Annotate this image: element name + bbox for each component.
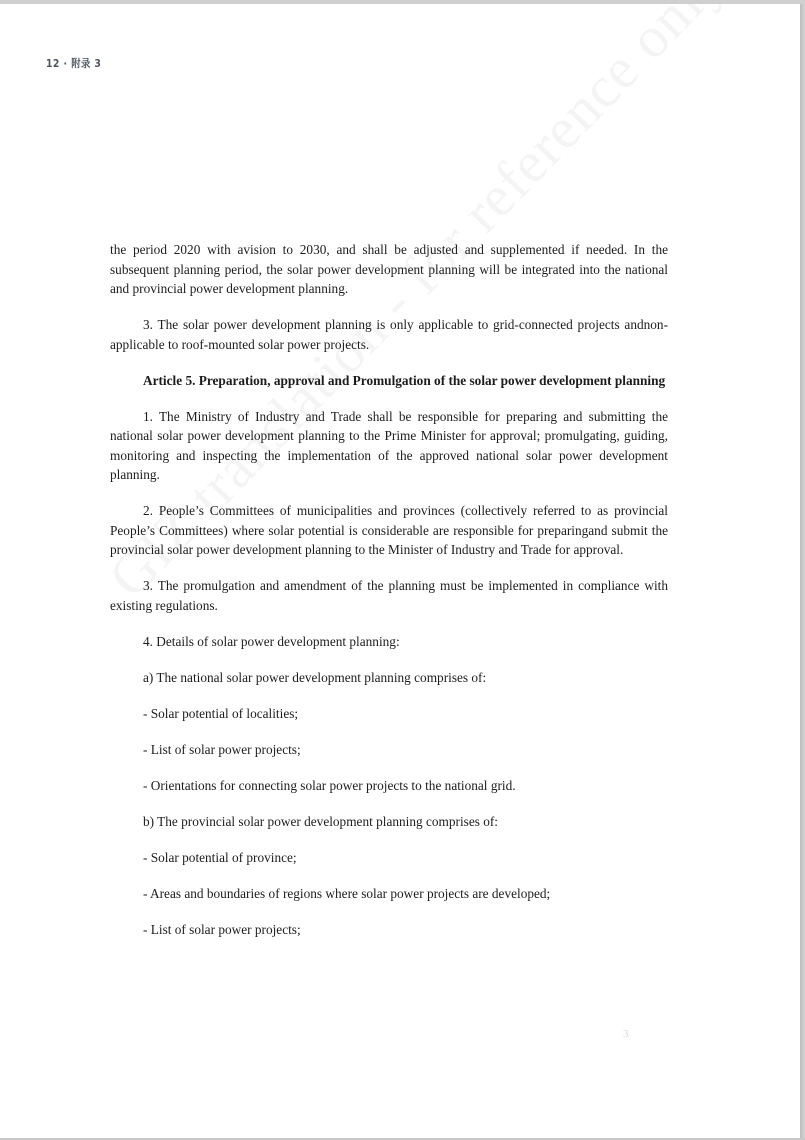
body-text xyxy=(110,240,668,956)
page-number: 3 xyxy=(623,1028,629,1040)
list-item: - Orientations for connecting solar power projects to the national grid. xyxy=(143,777,516,793)
article-clause-2: 2. People’s Committees of municipalities and provinces (collectively referred to as provincial People’s Committees) where solar potential is considerable are responsible for preparingand submit the provincial solar power development planning to the Minister of Industry and Trade for approval. xyxy=(110,503,668,557)
running-header: 12 · 附录 3 xyxy=(46,57,102,70)
list-item: - List of solar power projects; xyxy=(143,921,301,937)
article-heading: Article 5. Preparation, approval and Promulgation of the solar power development planning xyxy=(143,372,666,388)
document-page xyxy=(0,4,800,1138)
list-item: - Solar potential of province; xyxy=(143,849,297,865)
article-clause-1: 1. The Ministry of Industry and Trade shall be responsible for preparing and submitting the national solar power development planning to the Prime Minister for approval; promulgating, guiding, monitoring and inspecting the implementation of the approved national solar power development planning. xyxy=(110,408,668,482)
article-clause-4: 4. Details of solar power development planning: xyxy=(143,633,400,649)
paragraph-continuation: the period 2020 with avision to 2030, and shall be adjusted and supplemented if needed. In the subsequent planning period, the solar power development planning will be integrated into the national and provincial power development planning. xyxy=(110,242,668,296)
list-item: - Areas and boundaries of regions where solar power projects are developed; xyxy=(143,885,551,901)
paragraph-clause-3: 3. The solar power development planning is only applicable to grid-connected projects andnon-applicable to roof-mounted solar power projects. xyxy=(110,317,668,352)
national-planning-intro: a) The national solar power development planning comprises of: xyxy=(143,669,487,685)
page-shadow-right xyxy=(800,4,805,1138)
provincial-planning-intro: b) The provincial solar power development planning comprises of: xyxy=(143,813,498,829)
list-item: - List of solar power projects; xyxy=(143,741,301,757)
list-item: - Solar potential of localities; xyxy=(143,705,299,721)
article-clause-3: 3. The promulgation and amendment of the planning must be implemented in compliance with existing regulations. xyxy=(110,578,668,613)
